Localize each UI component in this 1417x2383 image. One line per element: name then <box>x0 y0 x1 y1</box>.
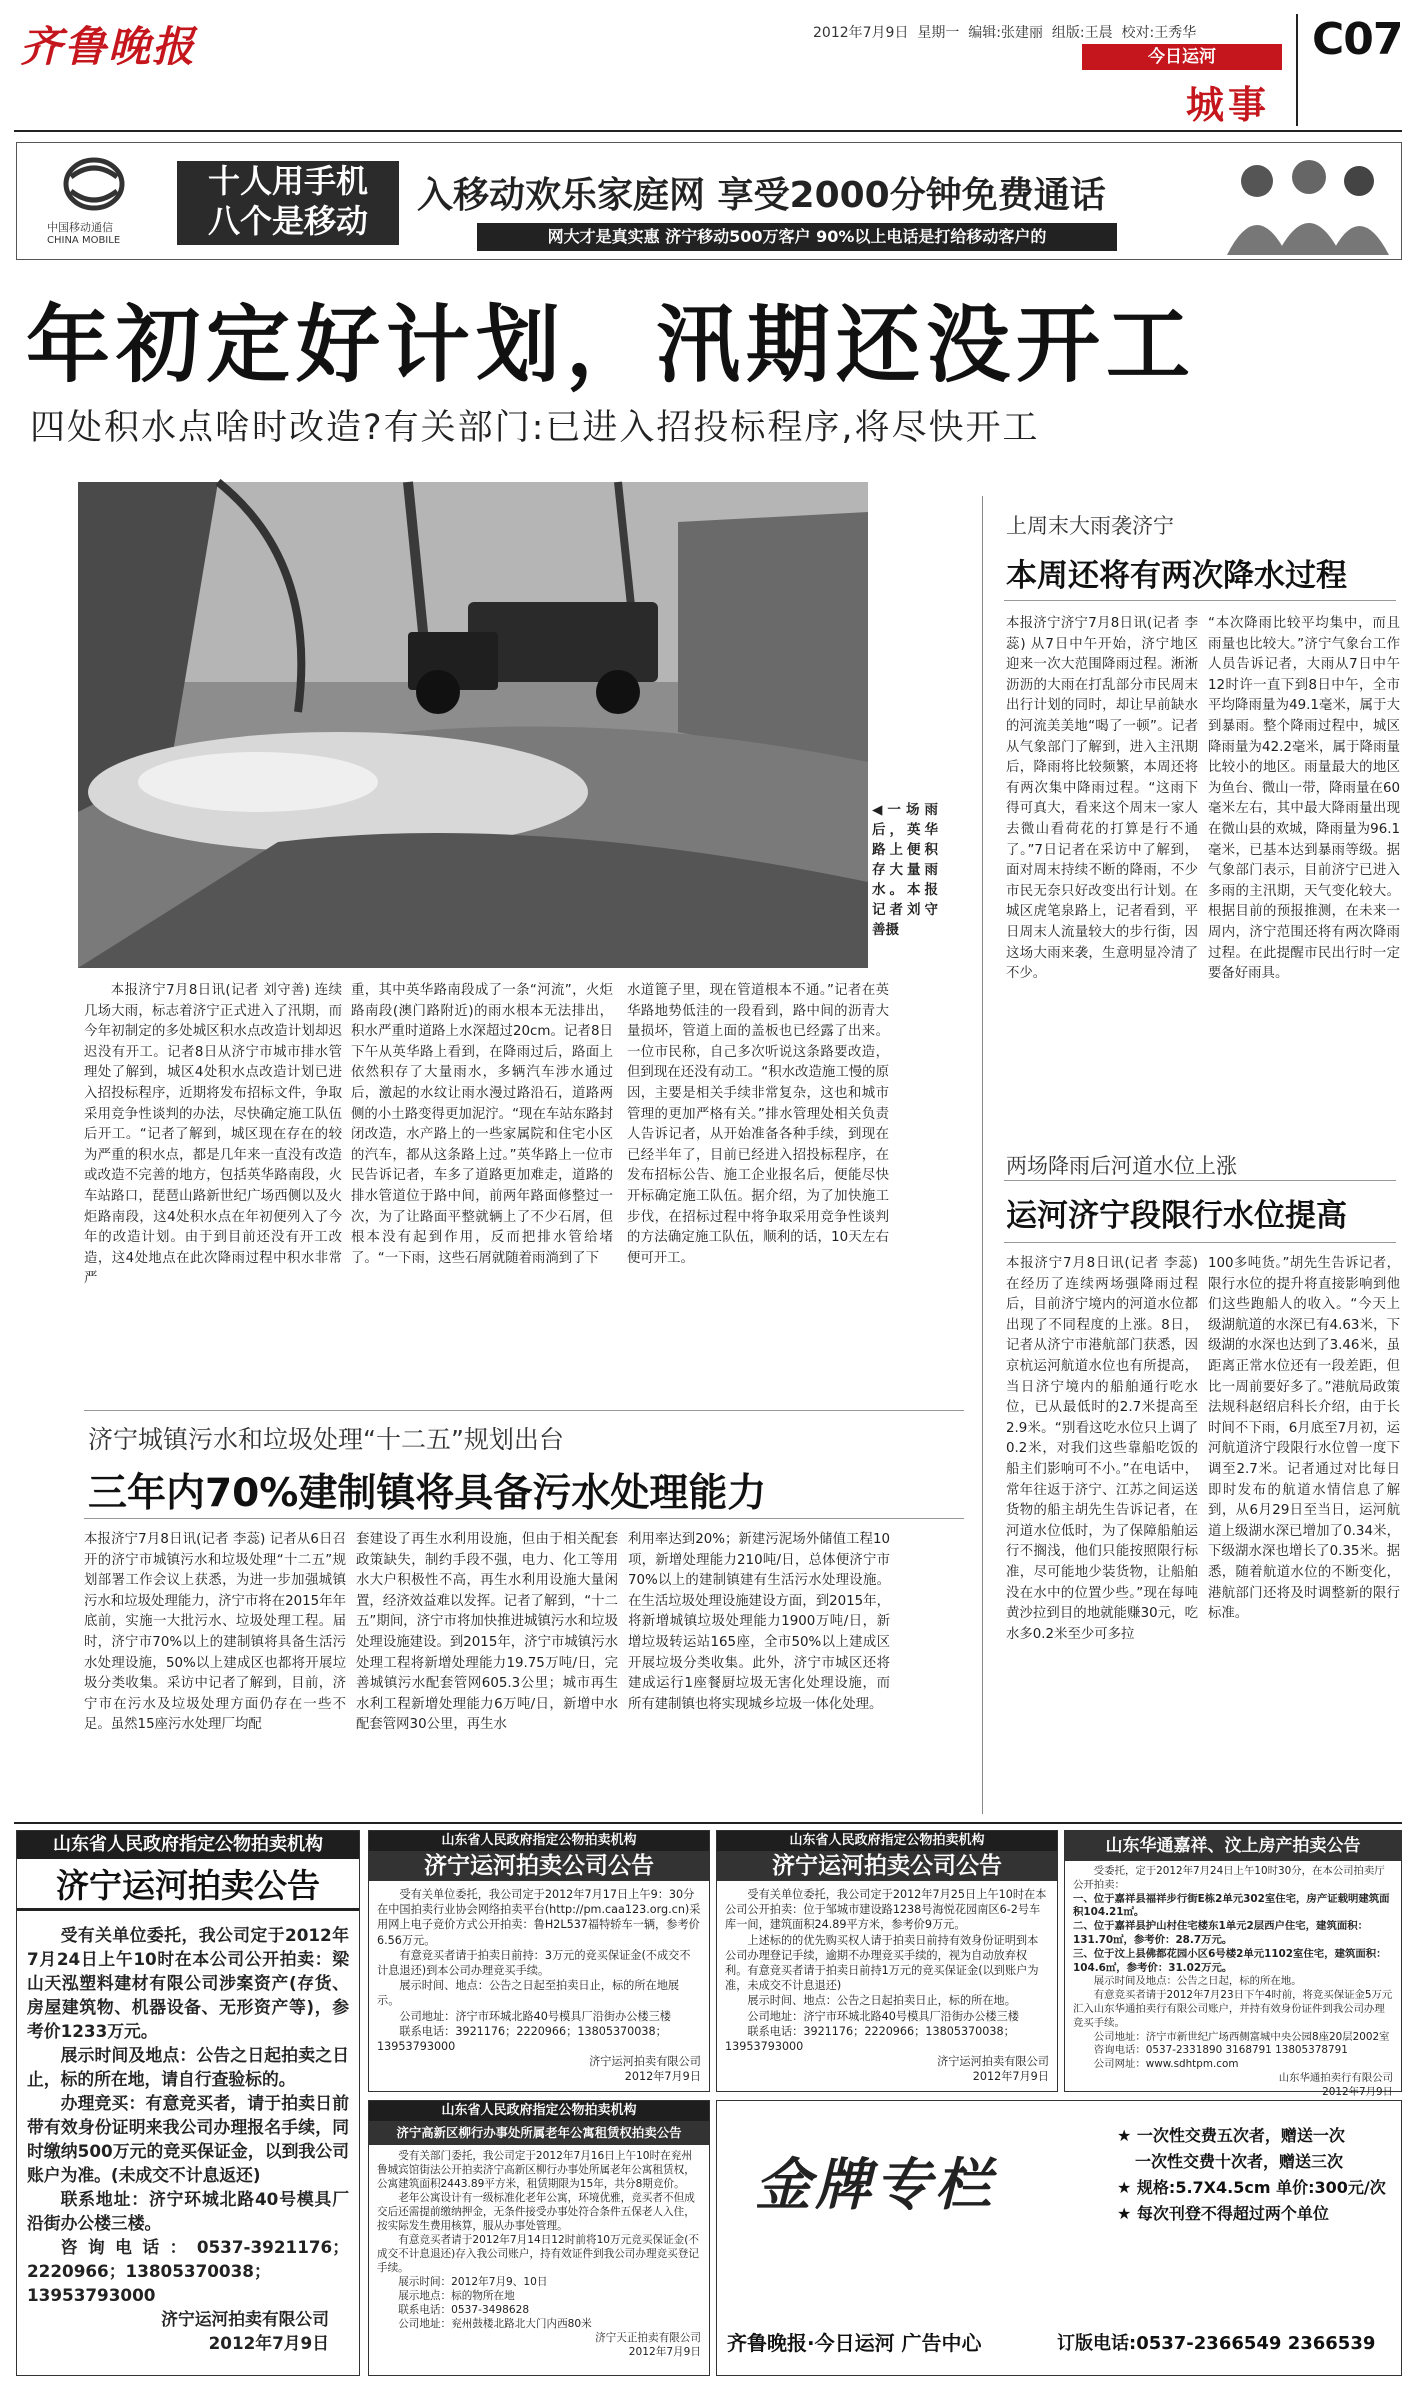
ad2-show: 展示时间、地点：公告之日起至拍卖日止，标的所在地展示。 <box>377 1979 680 2008</box>
ad5-contact: 联系电话：0537-3498628 <box>398 2304 530 2316</box>
main-article-col-2: 重，其中英华路南段成了一条“河流”，火炬路南段(澳门路附近)的雨水根本无法排出，积水严重时道路上水深超过20cm。记者8日下午从英华路上看到，在降雨过后，路面上依然积存了大量雨水，多辆汽车涉水通过后，激起的水纹让雨水漫过路沿石，道路两侧的小土路变得更加泥泞。“现在车站东路封闭改造，水产路上的一些家属院和住宅小区的汽车，都从这条路上过。”英华路上一位市民告诉记者，车多了道路更加难走，道路的排水管道位于路中间，前两年路面修整过一次，为了让路面平整就辆上了不少石屑，但根本没有起到作用，反而把排水管给堵了。“一下雨，这些石屑就随着雨淌到了下 <box>351 983 613 1266</box>
gold-phone: 订版电话:0537-2366549 2366539 <box>1057 2333 1376 2354</box>
section-tag: 今日运河 <box>1082 44 1282 70</box>
ad-auction-3[interactable] <box>716 1830 1058 2092</box>
sewage-col-2: 套建设了再生水利用设施，但由于相关配套政策缺失，制约手段不强，电力、化工等用水大户积极性不高，再生水利用设施大量闲置，经济效益难以发挥。记者了解到，“十二五”期间，济宁市将加快推进城镇污水和垃圾处理设施建设。到2015年，济宁市城镇污水处理工程将新增处理能力19.75万吨/日，完善城镇污水配套管网605.3公里；城市再生水利工程新增处理能力6万吨/日，新增中水配套管网30公里，再生水 <box>356 1532 618 1733</box>
ad1-title: 济宁运河拍卖公告 <box>17 1861 359 1911</box>
issue-weekday: 星期一 <box>917 25 960 41</box>
ad1-org: 山东省人民政府指定公物拍卖机构 <box>17 1831 359 1859</box>
banner-slogan-2: 八个是移动 <box>207 202 368 240</box>
ad5-org: 山东省人民政府指定公物拍卖机构 <box>369 2101 709 2121</box>
ad3-sign: 济宁运河拍卖有限公司 <box>937 2055 1049 2069</box>
proof-credit: 校对:王秀华 <box>1121 25 1197 41</box>
ad3-notice: 上述标的的优先购买权人请于拍卖日前持有效身份证明到本公司办理登记手续，逾期不办理竞买手续的，视为自动放弃权利。有意竞买者请于拍卖日前持1万元的竞买保证金(以到账户为准，未成交不计息退还) <box>725 1933 1039 1993</box>
ad2-phone: 联系电话：3921176；2220966；13805370038；13953793000 <box>377 2024 667 2054</box>
sewage-top-rule <box>84 1410 964 1411</box>
ad-auction-1[interactable] <box>16 1830 360 2376</box>
gold-line-1: ★ 一次性交费五次者，赠送一次 <box>1117 2126 1345 2145</box>
rain-title: 本周还将有两次降水过程 <box>1006 558 1347 594</box>
section-divider <box>1296 14 1298 126</box>
newspaper-logo: 齐鲁晚报 <box>20 22 197 71</box>
page-number: C07 <box>1312 14 1403 65</box>
rain-end-rule <box>1004 1180 1396 1181</box>
ad5-show: 展示时间：2012年7月9、10日 <box>398 2276 548 2288</box>
canal-col-2: 100多吨货。”胡先生告诉记者，限行水位的提升将直接影响到他们这些跑船人的收入。“今天上级湖航道的水深已有4.63米，下级湖的水深也达到了3.46米，虽距离正常水位还有一段差距，但比一周前要好多了。”港航局政策法规科赵绍启科长介绍，由于长时间不下雨，6月底至7月初，运河航道济宁段限行水位曾一度下调至2.7米。记者通过对比每日即时发布的航道水情信息了解到，从6月29日至当日，运河航道上级湖水深已增加了0.34米，下级湖水深也增长了0.35米。据悉，随着航道水位的不断变化，港航部门还将及时调整新的限行标准。 <box>1208 1256 1400 1622</box>
editor-credit: 编辑:张建丽 <box>968 25 1043 41</box>
issue-date: 2012年7月9日 <box>813 25 909 41</box>
ad3-contact: 公司地址：济宁市环城北路40号模具厂沿街办公楼三楼 <box>747 2009 1019 2023</box>
main-article-col-3: 水道篦子里，现在管道根本不通。”记者在英华路地势低洼的一段看到，路中间的沥青大量损坏，管道上面的盖板也已经露了出来。一位市民称，自己多次听说这条路要改造，但到现在还没有动工。“积水改造施工慢的原因，主要是相关手续非常复杂，这也和城市管理的更加严格有关。”排水管理处相关负责人告诉记者，从开始准备各种手续，到现在已经半年了，目前已经进入招投标程序，在发布招标公告、施工企业报名后，便能尽快开标确定施工队伍。据介绍，为了加快施工步伐，在招标过程中将争取采用竞争性谈判的方法确定施工队伍，顺利的话，10天左右便可开工。 <box>627 983 889 1266</box>
ad2-body-text: 受有关单位委托，我公司定于2012年7月17日上午9：30分在中国拍卖行业协会网络拍卖平台(http://pm.caa123.org.cn)采用网上电子竞价方式公开拍卖：鲁H2L537福特轿车一辆，参考价6.56万元。 <box>377 1888 701 1947</box>
ad2-body <box>377 1887 701 2087</box>
ad4-show: 展示时间及地点：公告之日起，标的所在地。 <box>1093 1975 1302 1988</box>
ad1-contact: 联系地址：济宁环城北路40号模具厂沿街办公楼三楼。 <box>27 2189 349 2233</box>
ad4-item-1: 一、位于嘉祥县福祥步行街E栋2单元302室住宅，房产证载明建筑面积104.21㎡。 <box>1073 1892 1390 1919</box>
main-headline: 年初定好计划，汛期还没开工 <box>26 296 1197 394</box>
sewage-title: 三年内70%建制镇将具备污水处理能力 <box>88 1471 767 1516</box>
ad4-sign: 山东华通拍卖行有限公司 <box>1278 2071 1393 2084</box>
ad3-org: 山东省人民政府指定公物拍卖机构 <box>717 1831 1057 1851</box>
rain-title-rule <box>1004 600 1396 601</box>
banner-slogan-1: 十人用手机 <box>207 162 368 200</box>
rain-kicker: 上周末大雨袭济宁 <box>1006 514 1174 538</box>
ad2-sign: 济宁运河拍卖有限公司 <box>589 2055 701 2069</box>
banner-headline: 入移动欢乐家庭网 享受2000分钟免费通话 <box>417 175 1106 216</box>
canal-title-rule <box>1004 1242 1396 1243</box>
ad1-notice: 办理竞买：有意竞买者，请于拍卖日前带有效身份证明来我公司办理报名手续，同时缴纳500万元的竞买保证金，以到我公司账户为准。(未成交不计息返还) <box>27 2093 349 2185</box>
family-photo-icon <box>1217 151 1397 255</box>
ad1-show: 展示时间及地点：公告之日起拍卖之日止，标的所在地，请自行查验标的。 <box>27 2045 349 2089</box>
canal-col-1: 本报济宁7月8日讯(记者 李蕊) 在经历了连续两场强降雨过程后，目前济宁境内的河道水位都出现了不同程度的上涨。8日，记者从济宁市港航部门获悉，因京杭运河航道水位也有所提高，当日济宁境内的船舶通行吃水位，已从最低时的2.7米提高至2.9米。“别看这吃水位只上调了0.2米，对我们这些靠船吃饭的船主们影响可不小。”在电话中，常年往返于济宁、江苏之间运送货物的船主胡先生告诉记者，在河道水位低时，为了保障船舶运行不搁浅，他们只能按照限行标准，尽可能地少装货物，让船舶没在水中的位置少些。”现在每吨黄沙拉到目的地就能赚30元，吃水多0.2米至少可多拉 <box>1006 1256 1198 1642</box>
ad1-sign: 济宁运河拍卖有限公司 <box>161 2309 329 2329</box>
ad1-date: 2012年7月9日 <box>208 2333 329 2353</box>
masthead-rule <box>14 130 1402 132</box>
ad3-date: 2012年7月9日 <box>972 2070 1049 2084</box>
designer-credit: 组版:王晨 <box>1051 25 1113 41</box>
ad-gold-column[interactable] <box>716 2100 1402 2376</box>
main-subheadline: 四处积水点啥时改造?有关部门:已进入招投标程序,将尽快开工 <box>30 408 1040 448</box>
ad1-body-text: 受有关单位委托，我公司定于2012年7月24日上午10时在本公司公开拍卖：梁山天泓塑料建材有限公司涉案资产(存货、房屋建筑物、机器设备、无形资产等)，参考价1233万元。 <box>27 1925 349 2041</box>
banner-brand: 中国移动通信 <box>47 221 113 234</box>
sewage-col-1: 本报济宁7月8日讯(记者 李蕊) 记者从6日召开的济宁市城镇污水和垃圾处理“十二五”规划部署工作会议上获悉，为进一步加强城镇污水和垃圾处理能力，济宁市将在2015年年底前，实施一大批污水、垃圾处理工程。届时，济宁市70%以上的建制镇将具备生活污水处理设施，50%以上建成区也都将开展垃圾分类收集。采访中记者了解到，目前，济宁市在污水及垃圾处理方面仍存在一些不足。虽然15座污水处理厂均配 <box>84 1532 346 1733</box>
banner-slogan-box <box>177 161 399 245</box>
ad5-body <box>377 2149 701 2373</box>
canal-kicker: 两场降雨后河道水位上涨 <box>1006 1150 1243 1180</box>
ad3-show: 展示时间、地点：公告之日起拍卖日止，标的所在地。 <box>747 1994 1016 2008</box>
ad3-body-text: 受有关单位委托，我公司定于2012年7月25日上午10时在本公司公开拍卖：位于邹城市建设路1238号海悦花园南区6-2号车库一间，建筑面积24.89平方米，参考价9万元。 <box>725 1888 1047 1932</box>
ad3-phone: 联系电话：3921176；2220966；13805370038；13953793000 <box>725 2024 1015 2054</box>
sewage-kicker: 济宁城镇污水和垃圾处理“十二五”规划出台 <box>88 1425 564 1454</box>
ad1-phone: 咨询电话：0537-3921176；2220966；13805370038；13953793000 <box>27 2237 349 2305</box>
ad5-body-text: 受有关部门委托，我公司定于2012年7月16日上午10时在兖州鲁城宾馆街法公开拍卖济宁高新区柳行办事处所属老年公寓租赁权，公寓建筑面积2443.89平方米，租赁期限为15年，共分8期竞价。 <box>377 2150 695 2190</box>
ads-top-rule <box>14 1822 1402 1824</box>
rain-col-2: “本次降雨比较平均集中，而且雨量也比较大。”济宁气象台工作人员告诉记者，大雨从7日中午12时许一直下到8日中午，全市平均降雨量为49.1毫米，属于大到暴雨。整个降雨过程中，城区降雨量为42.2毫米，属于降雨量比较小的地区。雨量最大的地区为鱼台、微山一带，降雨量在60毫米左右，其中最大降雨量出现在微山县的欢城，降雨量为96.1毫米，已基本达到暴雨等级。据气象部门表示，目前济宁已进入多雨的主汛期，天气变化较大。根据目前的预报推测，在未来一周内，济宁范围还将有两次降雨过程。在此提醒市民出行时一定要备好雨具。 <box>1208 616 1400 982</box>
ad4-notice: 有意竞买者请于2012年7月23日下午4时前，将竞买保证金5万元汇入山东华通拍卖行有限公司账户，并持有效身份证件到我公司办理竞买手续。 <box>1073 1989 1393 2029</box>
banner-brand-en: CHINA MOBILE <box>47 235 121 246</box>
ad-auction-5[interactable] <box>368 2100 710 2376</box>
ad4-body <box>1073 1865 1393 2098</box>
ad5-addr: 公司地址：兖州鼓楼北路北大门内西80米 <box>398 2318 592 2330</box>
ad5-sign: 济宁天正拍卖有限公司 <box>595 2332 701 2344</box>
ad2-contact: 公司地址：济宁市环城北路40号模具厂沿街办公楼三楼 <box>399 2009 671 2023</box>
ad2-notice: 有意竞买者请于拍卖日前持：3万元的竞买保证金(不成交不计息退还)到本公司办理竞买手续。 <box>377 1948 691 1978</box>
ad4-body-text: 受委托，定于2012年7月24日上午10时30分，在本公司拍卖厅公开拍卖： <box>1073 1865 1385 1891</box>
news-photo <box>78 482 868 968</box>
gold-line-3: ★ 规格:5.7X4.5cm 单价:300元/次 <box>1117 2178 1386 2197</box>
ad4-web: 公司网址：www.sdhtpm.com <box>1093 2058 1239 2071</box>
ad4-item-3: 三、位于汶上县佛都花园小区6号楼2单元1102室住宅，建筑面积：104.6㎡，参考价：31.02万元。 <box>1073 1947 1387 1974</box>
ad4-title: 山东华通嘉祥、汶上房产拍卖公告 <box>1065 1831 1401 1861</box>
gold-column-logo: 金牌专栏 <box>755 2152 995 2218</box>
sewage-title-rule <box>84 1518 964 1519</box>
ad5-deposit: 有意竞买者请于2012年7月14日12时前将10万元竞买保证金(不成交不计息退还)存入我公司账户，持有效证件到我公司办理竞买登记手续。 <box>377 2234 699 2274</box>
gold-footer: 齐鲁晚报·今日运河 广告中心 <box>727 2331 982 2355</box>
ad5-show2: 展示地点：标的物所在地 <box>398 2290 515 2302</box>
ad-auction-2[interactable] <box>368 1830 710 2092</box>
banner-sub: 网大才是真实惠 济宁移动500万客户 90%以上电话是打给移动客户的 <box>477 223 1117 251</box>
ad3-title: 济宁运河拍卖公司公告 <box>717 1851 1057 1881</box>
canal-title: 运河济宁段限行水位提高 <box>1006 1198 1347 1234</box>
ad2-date: 2012年7月9日 <box>624 2070 701 2084</box>
ad3-body <box>725 1887 1049 2087</box>
ad4-phone: 咨询电话：0537-2331890 3168791 13805378791 <box>1093 2044 1348 2057</box>
section-title: 城事 <box>1186 83 1271 127</box>
sewage-col-3: 利用率达到20%；新建污泥场外储值工程10项，新增处理能力210吨/日，总体便济宁市70%以上的建制镇建有生活污水处理设施。在生活垃圾处理设施建设方面，到2015年，将新增城镇垃圾处理能力1900万吨/日，新增垃圾转运站165座，全市50%以上建成区开展垃圾分类收集。此外，济宁市城区还将建成运行1座餐厨垃圾无害化处理设施，而所有建制镇也将实现城乡垃圾一体化处理。 <box>628 1532 890 1712</box>
photo-caption: ◀一场雨后，英华路上便积存大量雨水。本报记者刘守善摄 <box>872 802 938 938</box>
issue-info <box>813 22 1196 42</box>
gold-line-2: 一次性交费十次者，赠送三次 <box>1135 2152 1344 2171</box>
china-mobile-logo-icon <box>59 155 129 213</box>
ad1-body <box>27 1923 349 2363</box>
banner-ad[interactable] <box>16 142 1402 260</box>
ad4-date: 2012年7月9日 <box>1322 2085 1393 2098</box>
ad-auction-4[interactable] <box>1064 1830 1402 2098</box>
ad4-contact: 公司地址：济宁市新世纪广场西侧富城中央公园8座20层2002室 <box>1093 2030 1390 2043</box>
ad5-date: 2012年7月9日 <box>628 2346 701 2358</box>
ad4-item-2: 二、位于嘉祥县护山村住宅楼东1单元2层西户住宅，建筑面积：131.70㎡，参考价：28.7万元。 <box>1073 1920 1369 1946</box>
rain-col-1: 本报济宁济宁7月8日讯(记者 李蕊) 从7日中午开始，济宁地区迎来一次大范围降雨过程。淅淅沥沥的大雨在打乱部分市民周末出行计划的同时，却让早前缺水的河流美美地“喝了一顿”。记者从气象部门了解到，进入主汛期后，降雨将比较频繁，本周还将有两次集中降雨过程。“这雨下得可真大，看来这个周末一家人去微山看荷花的打算是行不通了。”7日记者在采访中了解到，面对周末持续不断的降雨，不少市民无奈只好改变出行计划。在城区虎笔泉路上，记者看到，平日周末人流量较大的步行街，因这场大雨来袭，生意明显冷清了不少。 <box>1006 616 1198 982</box>
ad5-notice: 老年公寓设计有一级标准化老年公寓，环境优雅，竞买者不但成交后还需提前缴纳押金，无条件接受办事处符合条件五保老人入住，按实际发生费用核算，服从办事处管理。 <box>377 2192 695 2232</box>
flooded-road-photo-icon <box>78 482 868 968</box>
column-divider <box>982 496 983 1814</box>
ad2-title: 济宁运河拍卖公司公告 <box>369 1851 709 1881</box>
ad5-title: 济宁高新区柳行办事处所属老年公寓租赁权拍卖公告 <box>369 2121 709 2145</box>
ad2-org: 山东省人民政府指定公物拍卖机构 <box>369 1831 709 1851</box>
gold-line-4: ★ 每次刊登不得超过两个单位 <box>1117 2204 1329 2223</box>
main-article-col-1: 本报济宁7月8日讯(记者 刘守善) 连续几场大雨，标志着济宁正式进入了汛期，而今年初制定的多处城区积水点改造计划却迟迟没有开工。记者8日从济宁市城市排水管理处了解到，城区4处积水点改造计划已进入招投标程序，近期将发布招标文件，争取采用竞争性谈判的办法，尽快确定施工队伍后开工。“记者了解到，城区现在存在的较为严重的积水点，都是几年来一直没有改造或改造不完善的地方，包括英华路南段，火车站路口，琵琶山路新世纪广场西侧以及火炬路南段，这4处积水点在年初便列入了今年的改造计划。由于到目前还没有开工改造，这4处地点在此次降雨过程中积水非常严 <box>84 983 342 1287</box>
